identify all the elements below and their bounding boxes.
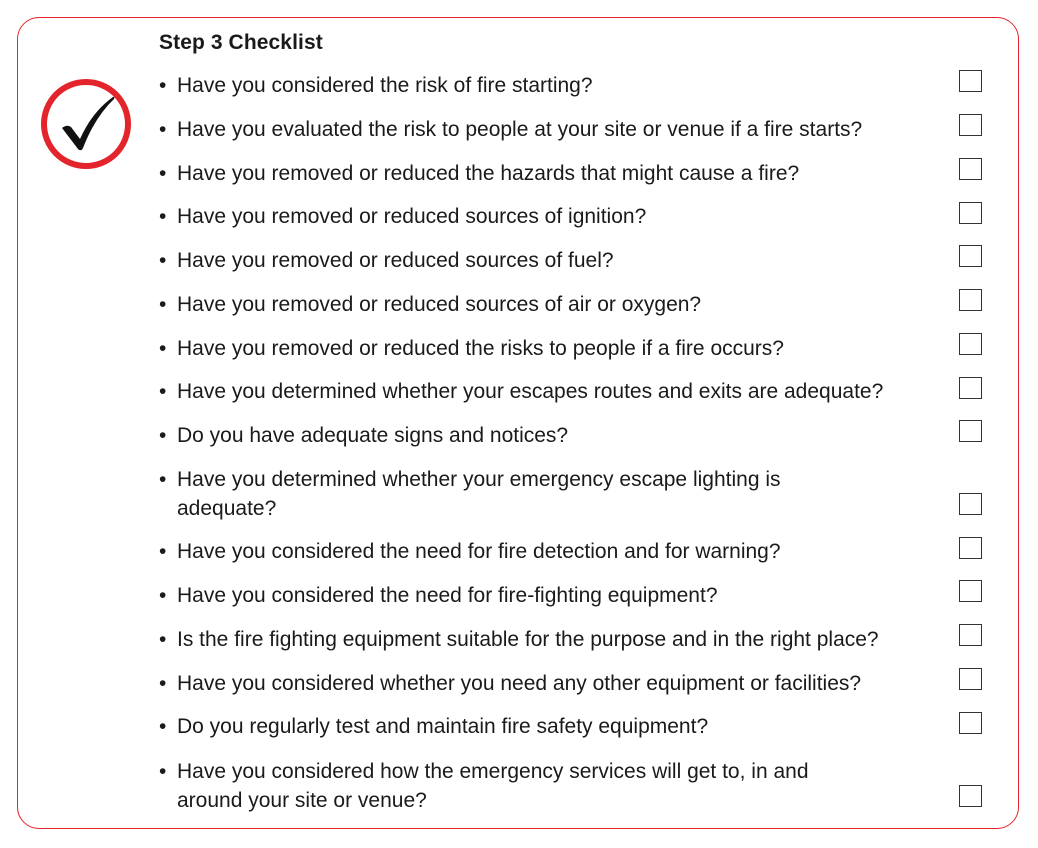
checklist-item-text: Have you considered the need for fire-fighting equipment? <box>177 584 718 607</box>
checklist-item-text: Have you considered the risk of fire starting? <box>177 74 593 97</box>
checklist-item <box>159 290 939 319</box>
checklist-item-text: Have you considered how the emergency services will get to, in and around your site or venue? <box>177 760 809 812</box>
checklist-item <box>159 669 939 698</box>
checkbox[interactable] <box>959 785 982 807</box>
checklist-item <box>159 421 939 450</box>
bullet: • <box>159 628 167 651</box>
checklist-item <box>159 581 939 610</box>
checklist-item-text: Do you have adequate signs and notices? <box>177 424 569 447</box>
bullet: • <box>159 584 167 607</box>
checklist-item-text: Do you regularly test and maintain fire safety equipment? <box>177 715 709 738</box>
checkbox[interactable] <box>959 70 982 92</box>
bullet: • <box>159 293 167 316</box>
checklist-title: Step 3 Checklist <box>159 31 323 54</box>
checkbox[interactable] <box>959 202 982 224</box>
checklist-item-text: Have you removed or reduced sources of air or oxygen? <box>177 293 702 316</box>
bullet: • <box>159 760 167 783</box>
checkbox[interactable] <box>959 377 982 399</box>
bullet: • <box>159 380 167 403</box>
checkbox[interactable] <box>959 712 982 734</box>
checklist-item-text: Have you evaluated the risk to people at your site or venue if a fire starts? <box>177 118 863 141</box>
checkbox[interactable] <box>959 624 982 646</box>
checklist-item-text: Have you considered whether you need any other equipment or facilities? <box>177 672 862 695</box>
checklist-item <box>159 377 939 406</box>
checkbox[interactable] <box>959 114 982 136</box>
bullet: • <box>159 118 167 141</box>
checklist-item <box>159 465 819 523</box>
checklist-item <box>159 71 939 100</box>
checkbox[interactable] <box>959 537 982 559</box>
checkbox[interactable] <box>959 158 982 180</box>
checkbox[interactable] <box>959 333 982 355</box>
checklist-item <box>159 712 939 741</box>
bullet: • <box>159 715 167 738</box>
checklist-item-text: Have you removed or reduced the risks to people if a fire occurs? <box>177 337 784 360</box>
checkbox[interactable] <box>959 668 982 690</box>
checklist-item <box>159 159 939 188</box>
checkbox[interactable] <box>959 289 982 311</box>
checkbox[interactable] <box>959 420 982 442</box>
bullet: • <box>159 74 167 97</box>
checkmark-circle-icon <box>40 78 132 170</box>
bullet: • <box>159 672 167 695</box>
checkbox[interactable] <box>959 245 982 267</box>
checklist-item <box>159 115 939 144</box>
bullet: • <box>159 249 167 272</box>
checklist-item <box>159 246 939 275</box>
bullet: • <box>159 424 167 447</box>
checklist-item <box>159 334 939 363</box>
checklist-item <box>159 625 939 654</box>
checkbox[interactable] <box>959 493 982 515</box>
checklist-item <box>159 202 939 231</box>
checklist-item-text: Have you determined whether your emergency escape lighting is adequate? <box>177 468 781 520</box>
bullet: • <box>159 162 167 185</box>
checklist-item-text: Have you determined whether your escapes routes and exits are adequate? <box>177 380 884 403</box>
bullet: • <box>159 337 167 360</box>
checklist-item-text: Have you removed or reduced sources of ignition? <box>177 205 647 228</box>
bullet: • <box>159 468 167 491</box>
checklist-item <box>159 537 939 566</box>
checklist-item-text: Have you removed or reduced the hazards that might cause a fire? <box>177 162 800 185</box>
checklist-item-text: Have you considered the need for fire detection and for warning? <box>177 540 781 563</box>
bullet: • <box>159 205 167 228</box>
checkbox[interactable] <box>959 580 982 602</box>
checklist-item-text: Have you removed or reduced sources of fuel? <box>177 249 614 272</box>
checklist-item-text: Is the fire fighting equipment suitable for the purpose and in the right place? <box>177 628 879 651</box>
checklist-item <box>159 757 859 815</box>
bullet: • <box>159 540 167 563</box>
